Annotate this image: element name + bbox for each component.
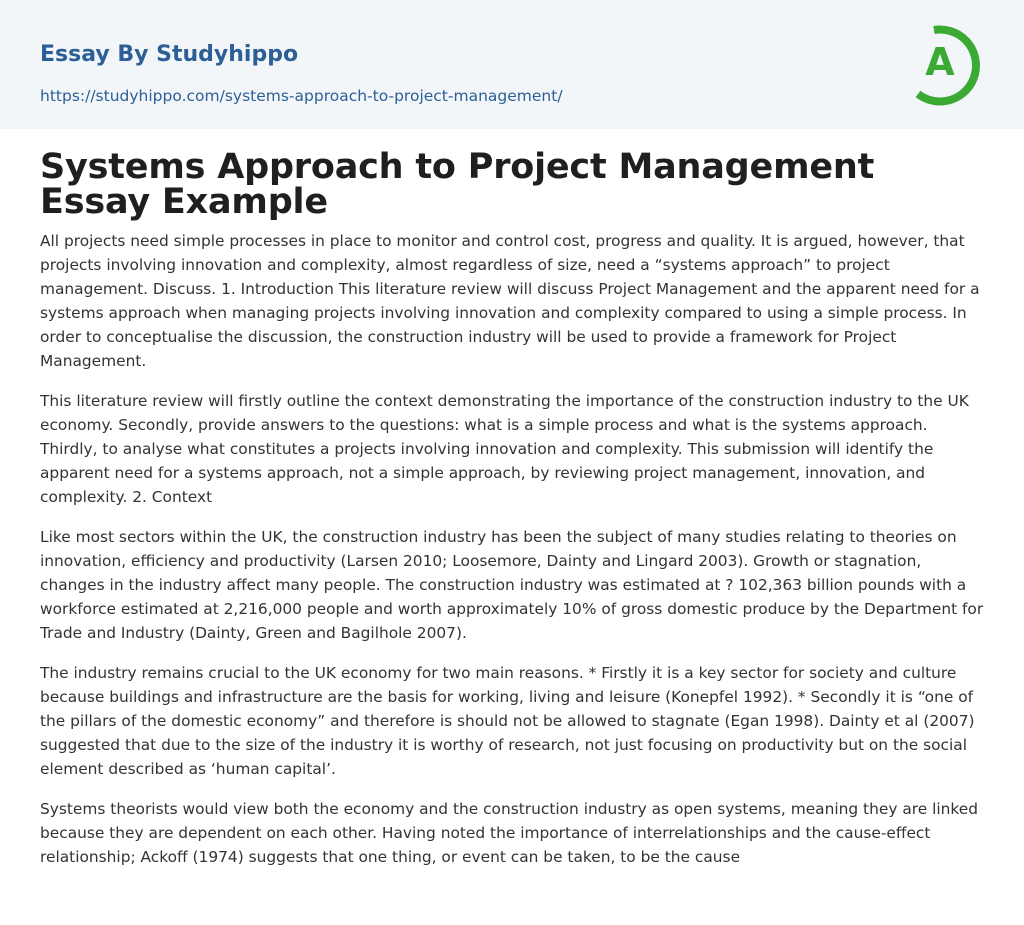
studyhippo-logo-icon[interactable] (912, 18, 988, 106)
page-header (0, 0, 1024, 129)
paragraph-5: Systems theorists would view both the economy and the construction industry as open systems, meaning they are linked because they are dependent on each other. Having noted the importance of interrelationships and the cause-effect relationship; Ackoff (1974) suggests that one thing, or event can be taken, to be the cause (40, 800, 979, 866)
article-body (0, 147, 1024, 869)
paragraph-2: This literature review will firstly outline the context demonstrating the importance of the construction industry to the UK economy. Secondly, provide answers to the questions: what is a simple process and what is the systems approach. Thirdly, to analyse what constitutes a projects involving innovation and complexity. This submission will identify the apparent need for a systems approach, not a simple approach, by reviewing project management, innovation, and complexity. 2. Context (40, 392, 969, 506)
site-brand[interactable]: Essay By Studyhippo (40, 42, 299, 67)
page-title: Systems Approach to Project Management Essay Example (40, 147, 875, 222)
paragraph-4: The industry remains crucial to the UK economy for two main reasons. * Firstly it is a key sector for society and culture because buildings and infrastructure are the basis for working, living and leisure (Konepfel 1992). * Secondly it is “one of the pillars of the domestic economy” and therefore is should not be allowed to stagnate (Egan 1998). Dainty et al (2007) suggested that due to the size of the industry it is worthy of research, not just focusing on productivity but on the social element described as ‘human capital’. (40, 664, 975, 778)
paragraph-3: Like most sectors within the UK, the construction industry has been the subject of many studies relating to theories on innovation, efficiency and productivity (Larsen 2010; Loosemore, Dainty and Lingard 2003). Growth or stagnation, changes in the industry affect many people. The construction industry was estimated at ? 102,363 billion pounds with a workforce estimated at 2,216,000 people and worth approximately 10% of gross domestic produce by the Department for Trade and Industry (Dainty, Green and Bagilhole 2007). (40, 528, 984, 642)
logo-letter: A (925, 40, 955, 84)
source-url-link[interactable]: https://studyhippo.com/systems-approach-to-project-management/ (40, 87, 563, 105)
paragraph-1: All projects need simple processes in place to monitor and control cost, progress and quality. It is argued, however, that projects involving innovation and complexity, almost regardless of size, need a “systems approach” to project management. Discuss. 1. Introduction This literature review will discuss Project Management and the apparent need for a systems approach when managing projects involving innovation and complexity compared to using a simple process. In order to conceptualise the discussion, the construction industry will be used to provide a framework for Project Management. (40, 232, 980, 370)
